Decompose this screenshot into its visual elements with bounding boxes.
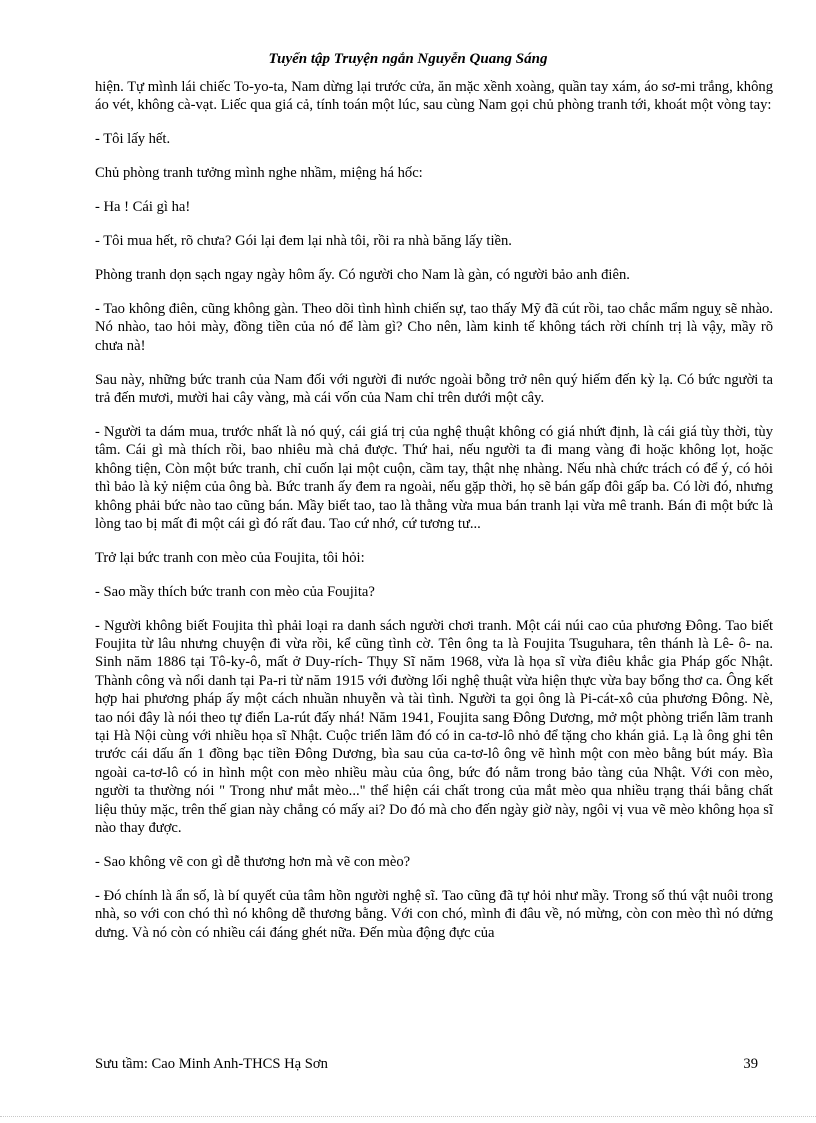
paragraph: - Người không biết Foujita thì phải loại ra danh sách người chơi tranh. Một cái núi cao của phương Đông. Tao biết Foujita từ lâu nhưng chuyện đi vừa rồi, kể cũng tình cờ. Tên ông ta là Foujita Tsuguhara, tên thánh là Lê- ô- na. Sinh năm 1886 tại Tô-ky-ô, mất ở Duy-rích- Thụy Sĩ năm 1968, vừa là họa sĩ vừa điêu khắc gia Pháp gốc Nhật. Thành công và nổi danh tại Pa-ri từ năm 1915 với đường lối nghệ thuật vừa hiện thực vừa bay bổng thơ ca. Ông kết hợp hai phương pháp ấy một cách nhuần nhuyễn và tài tình. Người ta gọi ông là Pi-cát-xô của phương Đông. Nè, tao nói đây là nói theo tự điển La-rút đấy nhá! Năm 1941, Foujita sang Đông Dương, mở một phòng triển lãm tranh tại Hà Nội cùng với nhiều họa sĩ Nhật. Cuộc triển lãm đó có in ca-tơ-lô nhỏ để tặng cho khán giả. Lạ là ông ghi tên trước cái dấu ấn 1 đồng bạc tiền Đông Dương, bìa sau của ca-tơ-lô ông vẽ hình một con mèo bằng bút máy. Bìa ngoài ca-tơ-lô có in hình một con mèo nhiều màu của ông, bức đó nằm trong bảo tàng của Nhật. Với con mèo, người ta thường nói " Trong như mắt mèo..." thể hiện cái chất trong của mắt mèo qua nhiều trạng thái bằng chất liệu thủy mặc, trên thế gian này chẳng có mấy ai? Do đó mà cho đến ngày giờ này, ngôi vị vua vẽ mèo không họa sĩ nào thay được. — [95, 617, 773, 837]
paragraph: - Tôi mua hết, rõ chưa? Gói lại đem lại nhà tôi, rồi ra nhà băng lấy tiền. — [95, 233, 512, 250]
paragraph: Sau này, những bức tranh của Nam đối với người đi nước ngoài bỗng trở nên quý hiếm đến kỳ lạ. Có bức người ta trả đến mươi, mười hai cây vàng, mà cái vốn của Nam chỉ trên dưới một cây. — [95, 371, 773, 406]
page-number: 39 — [743, 1056, 758, 1072]
paragraph: hiện. Tự mình lái chiếc To-yo-ta, Nam dừng lại trước cửa, ăn mặc xềnh xoàng, quần tay xám, áo sơ-mi trắng, không áo vét, không cà-vạt. Liếc qua giá cả, tính toán một lúc, sau cùng Nam gọi chủ phòng tranh tới, khoát một vòng tay: — [95, 79, 773, 114]
paragraph: - Ha ! Cái gì ha! — [95, 199, 191, 216]
paragraph: Chủ phòng tranh tưởng mình nghe nhầm, miệng há hốc: — [95, 165, 423, 182]
paragraph: - Tôi lấy hết. — [95, 131, 171, 148]
paragraph: - Sao mầy thích bức tranh con mèo của Foujita? — [95, 583, 375, 600]
paragraph: - Tao không điên, cũng không gàn. Theo dõi tình hình chiến sự, tao thấy Mỹ đã cút rồi, tao chắc mẩm nguỵ sẽ nhào. Nó nhào, tao hỏi mày, đồng tiền của nó để làm gì? Cho nên, làm kinh tế không tách rời chính trị là vậy, mầy rõ chưa nà! — [95, 300, 773, 354]
page-edge-divider — [0, 1116, 816, 1117]
story-body — [95, 78, 773, 958]
paragraph: - Đó chính là ẩn số, là bí quyết của tâm hồn người nghệ sĩ. Tao cũng đã tự hỏi như mầy. Trong số thú vật nuôi trong nhà, so với con chó thì nó không dễ thương bằng. Với con chó, mình đi đâu về, nó mừng, còn con mèo thì nó dửng dưng. Và nó còn có nhiều cái đáng ghét nữa. Đến mùa động đực của — [95, 887, 773, 941]
footer-credit: Sưu tầm: Cao Minh Anh-THCS Hạ Sơn — [95, 1056, 328, 1072]
paragraph: - Người ta dám mua, trước nhất là nó quý, cái giá trị của nghệ thuật không có giá nhứt định, là cái giá tùy thời, tùy tâm. Cái gì mà thích rồi, bao nhiêu mà chả được. Thứ hai, nếu người ta đi mang vàng đi hoặc không lọt, hoặc không tiện, Còn một bức tranh, chỉ cuốn lại một cuộn, cầm tay, thật nhẹ nhàng. Nếu nhà chức trách có để ý, có hỏi thì bảo là kỷ niệm của ông bà. Bức tranh ấy đem ra ngoài, nếu gặp thời, họ sẽ bán gấp đôi gấp ba. Có lời đó, nhưng không phải bức nào tao cũng bán. Mầy biết tao, tao là thằng vừa mua bán tranh lại vừa mê tranh. Bán đi một bức là lòng tao bị mất đi một cái gì đó rất đau. Tao cứ nhớ, cứ tương tư... — [95, 423, 773, 532]
paragraph: Phòng tranh dọn sạch ngay ngày hôm ấy. Có người cho Nam là gàn, có người bảo anh điên. — [95, 266, 630, 283]
page-header-title: Tuyển tập Truyện ngắn Nguyễn Quang Sáng — [268, 51, 548, 67]
paragraph: - Sao không vẽ con gì dễ thương hơn mà vẽ con mèo? — [95, 854, 411, 870]
paragraph: Trở lại bức tranh con mèo của Foujita, tôi hỏi: — [95, 549, 365, 566]
